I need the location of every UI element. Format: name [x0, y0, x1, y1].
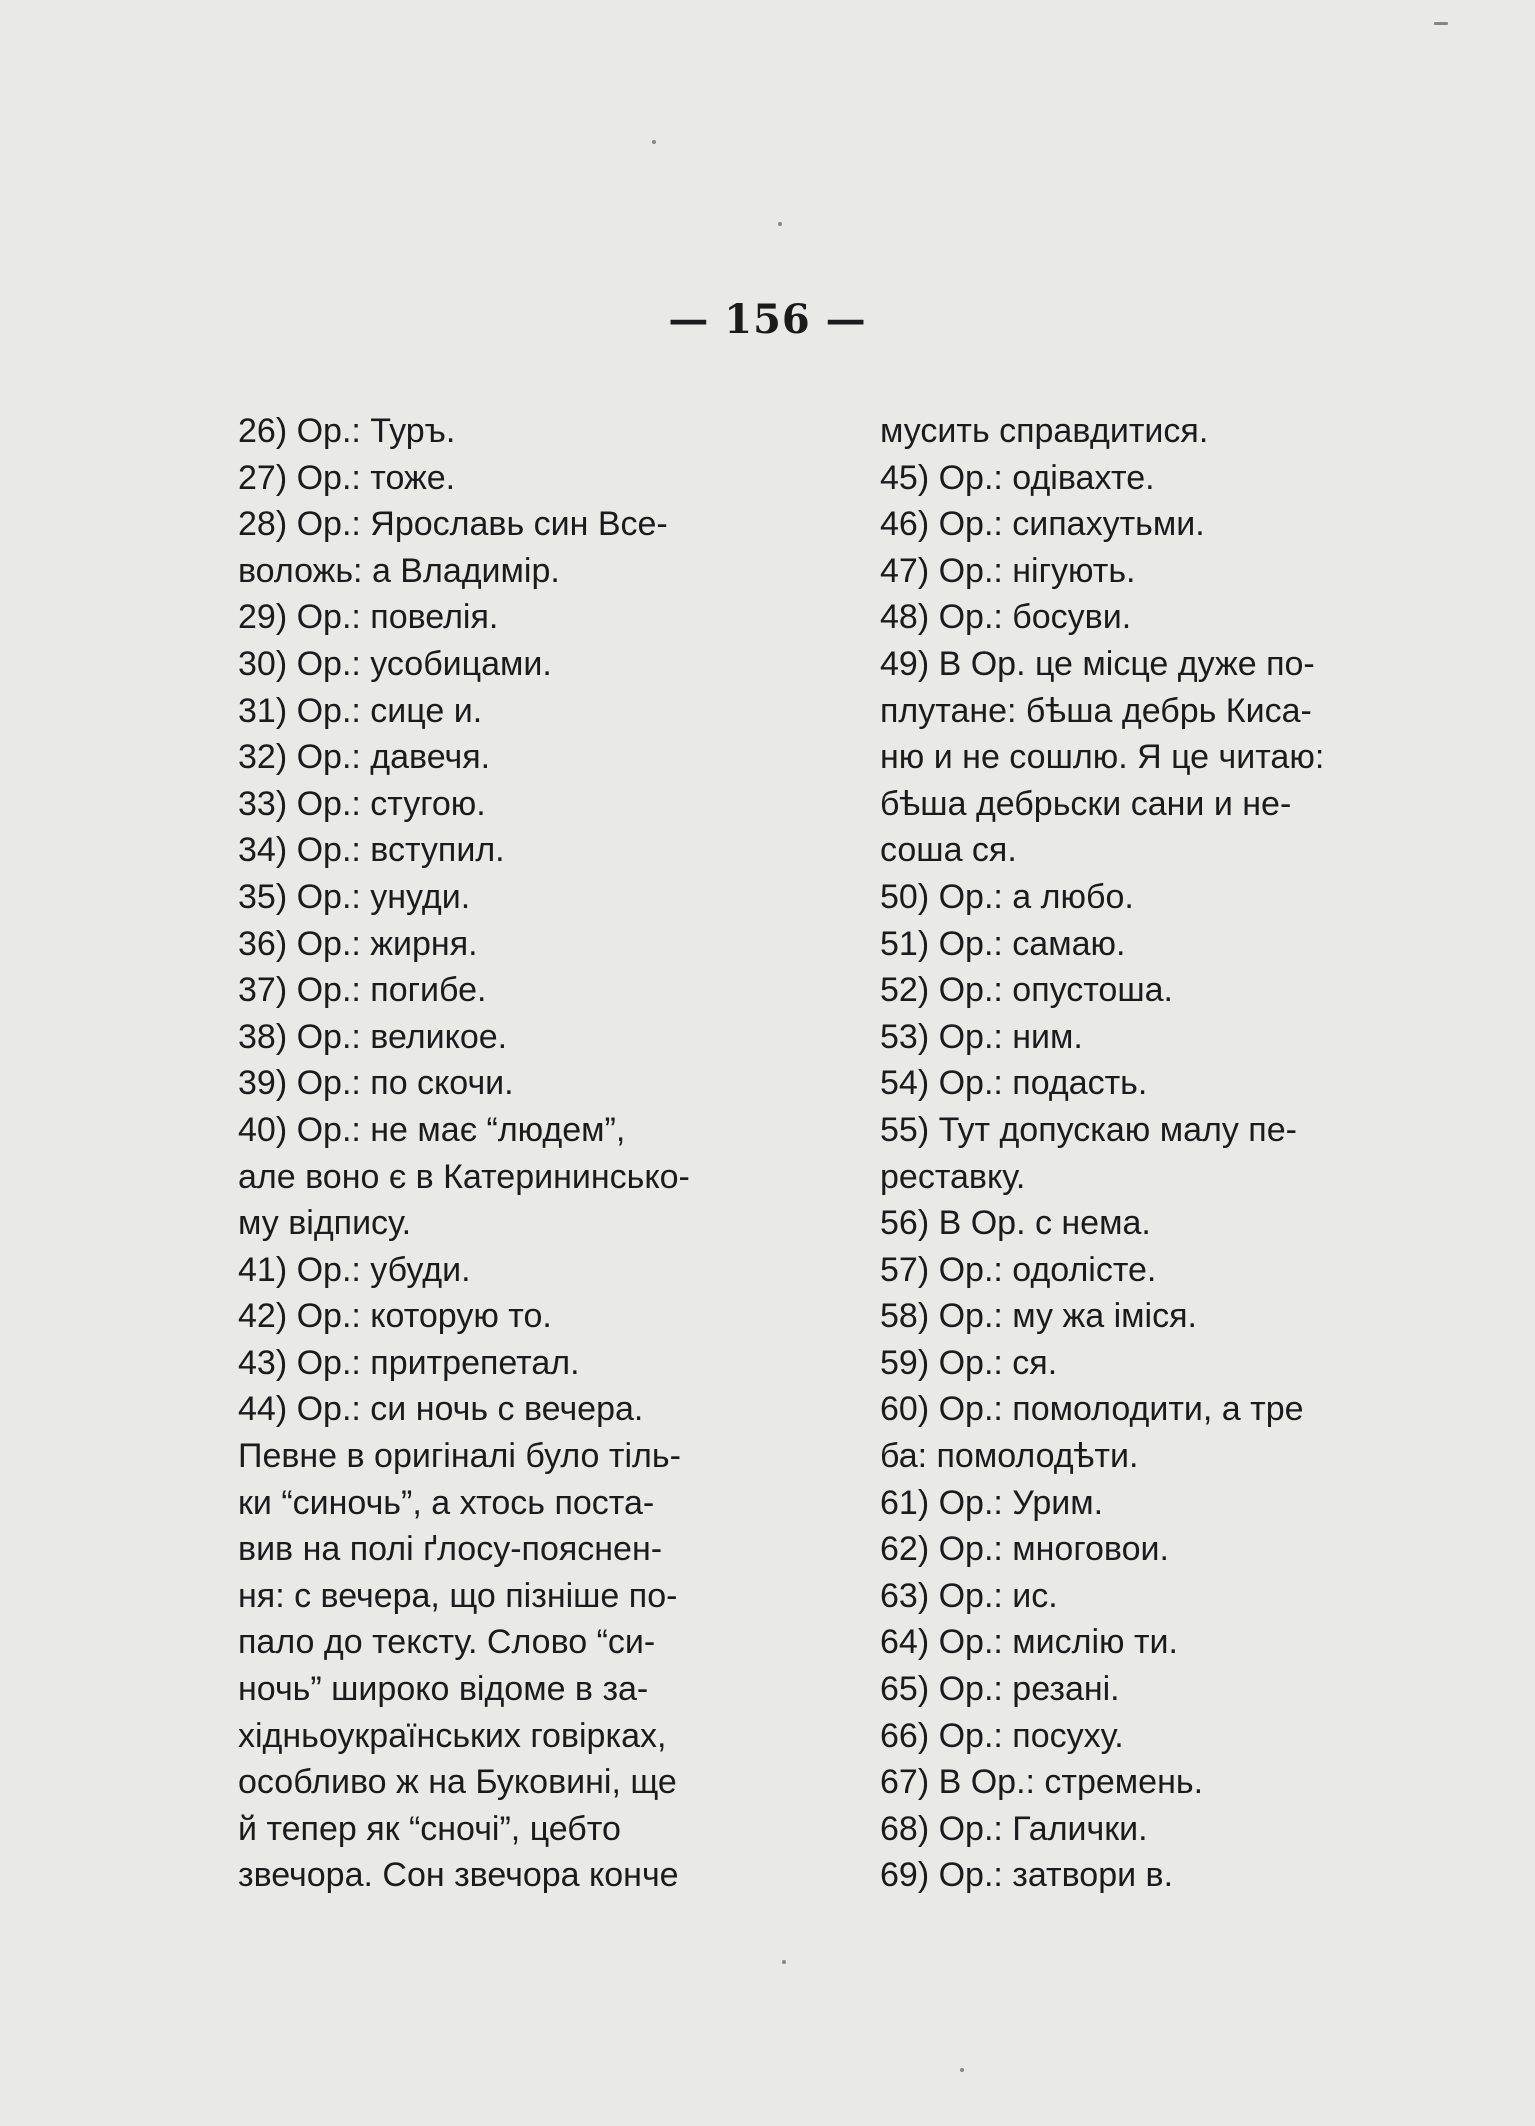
text-line: Певне в оригіналі було тіль-: [238, 1437, 681, 1476]
text-line: 69) Ор.: затвори в.: [880, 1856, 1174, 1895]
text-line: 56) В Ор. с нема.: [880, 1204, 1151, 1243]
text-line: 37) Ор.: погибе.: [238, 971, 487, 1010]
text-line: 53) Ор.: ним.: [880, 1017, 1083, 1056]
text-line: 60) Ор.: помолодити, а тре: [880, 1390, 1304, 1429]
text-line: 45) Ор.: одівахте.: [880, 458, 1155, 497]
text-line: 27) Ор.: тоже.: [238, 458, 456, 497]
text-line: 48) Ор.: босуви.: [880, 598, 1132, 637]
text-line: 57) Ор.: одолісте.: [880, 1250, 1157, 1289]
text-line: 63) Ор.: ис.: [880, 1576, 1058, 1615]
text-line: 47) Ор.: нігують.: [880, 551, 1136, 590]
text-line: 67) В Ор.: стремень.: [880, 1763, 1204, 1802]
text-line: 46) Ор.: сипахутьми.: [880, 505, 1205, 544]
text-line: 38) Ор.: великое.: [238, 1017, 508, 1056]
text-line: 29) Ор.: повелія.: [238, 598, 499, 637]
text-line: ночь” широко відоме в за-: [238, 1670, 649, 1709]
text-line: му відпису.: [238, 1204, 412, 1243]
paper-speck: [1434, 22, 1448, 25]
text-line: реставку.: [880, 1157, 1026, 1196]
text-line: 39) Ор.: по скочи.: [238, 1064, 514, 1103]
paper-speck: [960, 2068, 964, 2072]
text-line: 52) Ор.: опустоша.: [880, 971, 1173, 1010]
text-line: вив на полі ґлосу-пояснен-: [238, 1530, 663, 1569]
text-line: 36) Ор.: жирня.: [238, 924, 478, 963]
text-line: 49) В Ор. це місце дуже по-: [880, 644, 1315, 683]
text-line: 64) Ор.: мислію ти.: [880, 1623, 1178, 1662]
text-line: хідньоукраїнських говірках,: [238, 1716, 667, 1755]
text-line: соша ся.: [880, 831, 1017, 870]
text-line: 51) Ор.: самаю.: [880, 924, 1126, 963]
text-line: 31) Ор.: сице и.: [238, 691, 483, 730]
text-line: 54) Ор.: подасть.: [880, 1064, 1148, 1103]
right-column: [880, 408, 1500, 1899]
text-line: 68) Ор.: Галички.: [880, 1809, 1148, 1848]
text-line: пало до тексту. Слово “си-: [238, 1623, 656, 1662]
text-line: 41) Ор.: убуди.: [238, 1250, 471, 1289]
text-line: воложь: а Владимір.: [238, 551, 560, 590]
paper-speck: [778, 222, 782, 226]
text-line: 34) Ор.: вступил.: [238, 831, 505, 870]
text-line: звечора. Сон звечора конче: [238, 1856, 679, 1895]
text-line: 33) Ор.: стугою.: [238, 784, 486, 823]
text-line: мусить справдитися.: [880, 412, 1209, 450]
text-line: 26) Ор.: Туръ.: [238, 412, 456, 450]
text-line: 30) Ор.: усобицами.: [238, 644, 552, 683]
text-line: плутане: бѣша дебрь Киса-: [880, 691, 1312, 730]
text-line: 55) Тут допускаю малу пе-: [880, 1110, 1297, 1149]
text-line: 44) Ор.: си ночь с вечера.: [238, 1390, 644, 1429]
text-line: 58) Ор.: му жа іміся.: [880, 1297, 1197, 1336]
text-line: 28) Ор.: Ярославь син Все-: [238, 505, 668, 544]
text-line: 50) Ор.: а любо.: [880, 877, 1134, 916]
text-line: ба: помолодѣти.: [880, 1437, 1139, 1476]
text-line: 40) Ор.: не має “людем”,: [238, 1110, 626, 1149]
text-line: й тепер як “сночі”, цебто: [238, 1809, 621, 1848]
text-line: ня: с вечера, що пізніше по-: [238, 1576, 678, 1615]
text-line: ки “синочь”, а хтось поста-: [238, 1483, 655, 1522]
text-line: 61) Ор.: Урим.: [880, 1483, 1104, 1522]
text-line: 43) Ор.: притрепетал.: [238, 1343, 580, 1382]
text-line: 62) Ор.: многовои.: [880, 1530, 1169, 1569]
text-line: але воно є в Катерининсько-: [238, 1157, 690, 1196]
text-line: 66) Ор.: посуху.: [880, 1716, 1124, 1755]
text-line: бѣша дебрьски сани и не-: [880, 784, 1292, 823]
text-line: 42) Ор.: которую то.: [238, 1297, 552, 1336]
text-line: ню и не сошлю. Я це читаю:: [880, 738, 1325, 777]
text-line: 32) Ор.: давечя.: [238, 738, 491, 777]
text-line: особливо ж на Буковині, ще: [238, 1763, 677, 1802]
left-column: [238, 408, 838, 1899]
paper-speck: [652, 140, 656, 144]
paper-speck: [782, 1960, 786, 1964]
text-line: 59) Ор.: ся.: [880, 1343, 1058, 1382]
text-line: 65) Ор.: резані.: [880, 1670, 1120, 1709]
text-line: 35) Ор.: унуди.: [238, 877, 471, 916]
page-number: — 156 —: [668, 296, 867, 343]
